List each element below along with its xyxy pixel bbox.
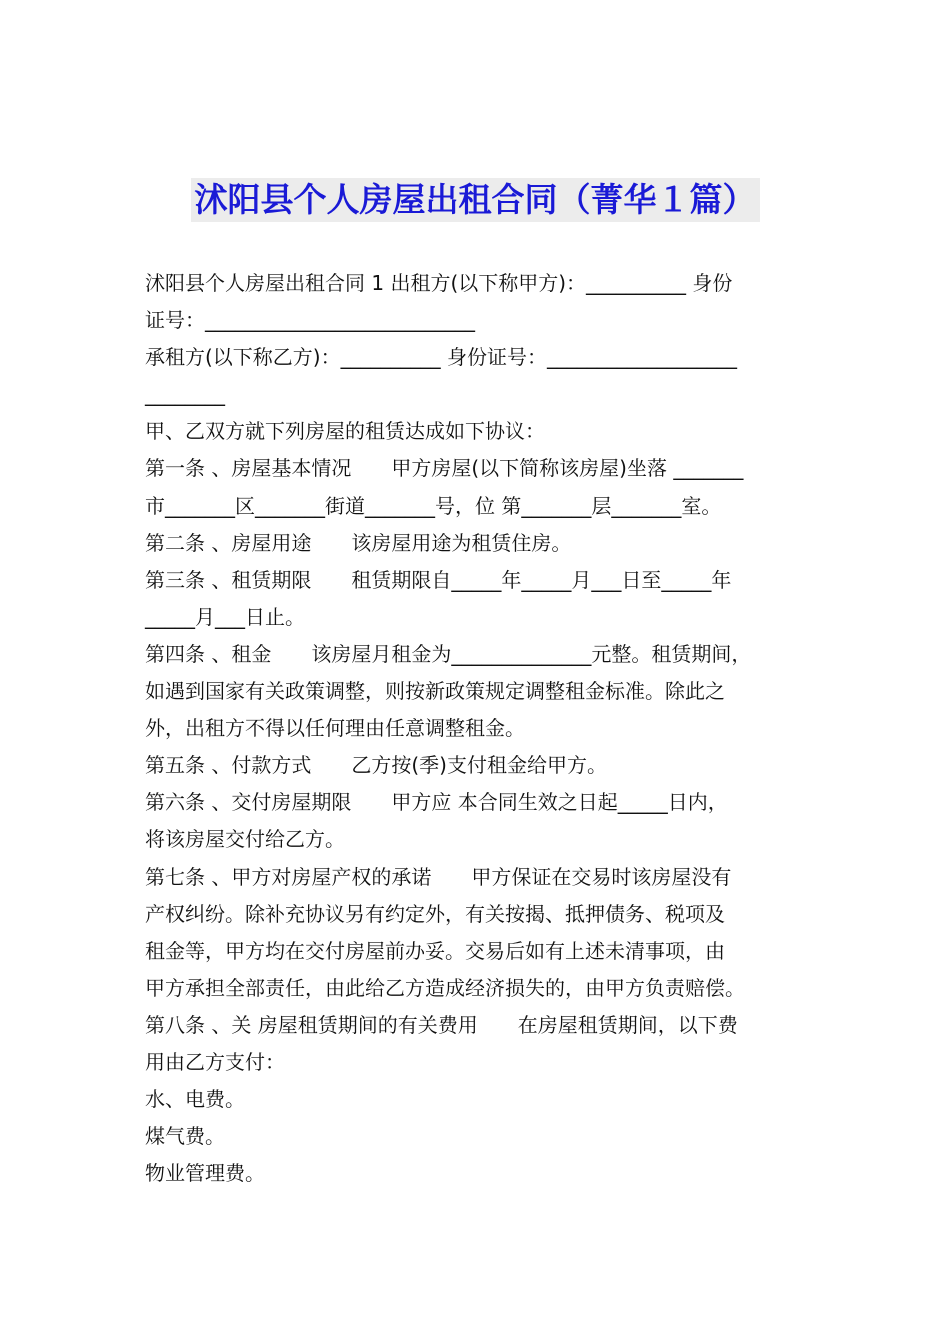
body-line: 租金等，甲方均在交付房屋前办妥。交易后如有上述未清事项，由 <box>145 938 725 963</box>
body-line: 市_______区_______街道_______号，位 第_______层_______室。 <box>145 493 722 518</box>
document-title: 沭阳县个人房屋出租合同（菁华１篇） <box>191 178 760 222</box>
document-body <box>145 265 813 1192</box>
list-item: 水、电费。 <box>145 1087 245 1112</box>
body-line: ________ <box>145 382 225 407</box>
body-line: _____月___日止。 <box>145 604 305 629</box>
body-line: 第六条 、交付房屋期限 甲方应 本合同生效之日起_____日内， <box>145 790 728 815</box>
body-line: 甲、乙双方就下列房屋的租赁达成如下协议： <box>145 419 545 444</box>
body-line: 第四条 、租金 该房屋月租金为______________元整。租赁期间， <box>145 641 752 666</box>
list-item: 煤气费。 <box>145 1124 225 1149</box>
body-line: 用由乙方支付： <box>145 1049 285 1074</box>
title-container <box>0 178 950 222</box>
body-line: 第五条 、付款方式 乙方按(季)支付租金给甲方。 <box>145 753 607 778</box>
body-line: 承租方(以下称乙方)：__________ 身份证号：___________________ <box>145 345 737 370</box>
body-line: 如遇到国家有关政策调整，则按新政策规定调整租金标准。除此之 <box>145 679 725 704</box>
body-line: 证号：___________________________ <box>145 308 475 333</box>
body-line: 第三条 、租赁期限 租赁期限自_____年_____月___日至_____年 <box>145 567 732 592</box>
body-line: 第七条 、甲方对房屋产权的承诺 甲方保证在交易时该房屋没有 <box>145 864 732 889</box>
body-line: 甲方承担全部责任，由此给乙方造成经济损失的，由甲方负责赔偿。 <box>145 975 745 1000</box>
list-item: 物业管理费。 <box>145 1161 265 1186</box>
body-line: 沭阳县个人房屋出租合同 1 出租方(以下称甲方)：__________ 身份 <box>145 271 733 295</box>
body-line: 第一条 、房屋基本情况 甲方房屋(以下简称该房屋)坐落 _______ <box>145 456 744 481</box>
body-line: 第八条 、关 房屋租赁期间的有关费用 在房屋租赁期间，以下费 <box>145 1012 738 1037</box>
body-line: 产权纠纷。除补充协议另有约定外，有关按揭、抵押债务、税项及 <box>145 901 725 926</box>
body-line: 第二条 、房屋用途 该房屋用途为租赁住房。 <box>145 530 572 555</box>
body-line: 外，出租方不得以任何理由任意调整租金。 <box>145 716 525 741</box>
body-line: 将该房屋交付给乙方。 <box>145 827 345 852</box>
